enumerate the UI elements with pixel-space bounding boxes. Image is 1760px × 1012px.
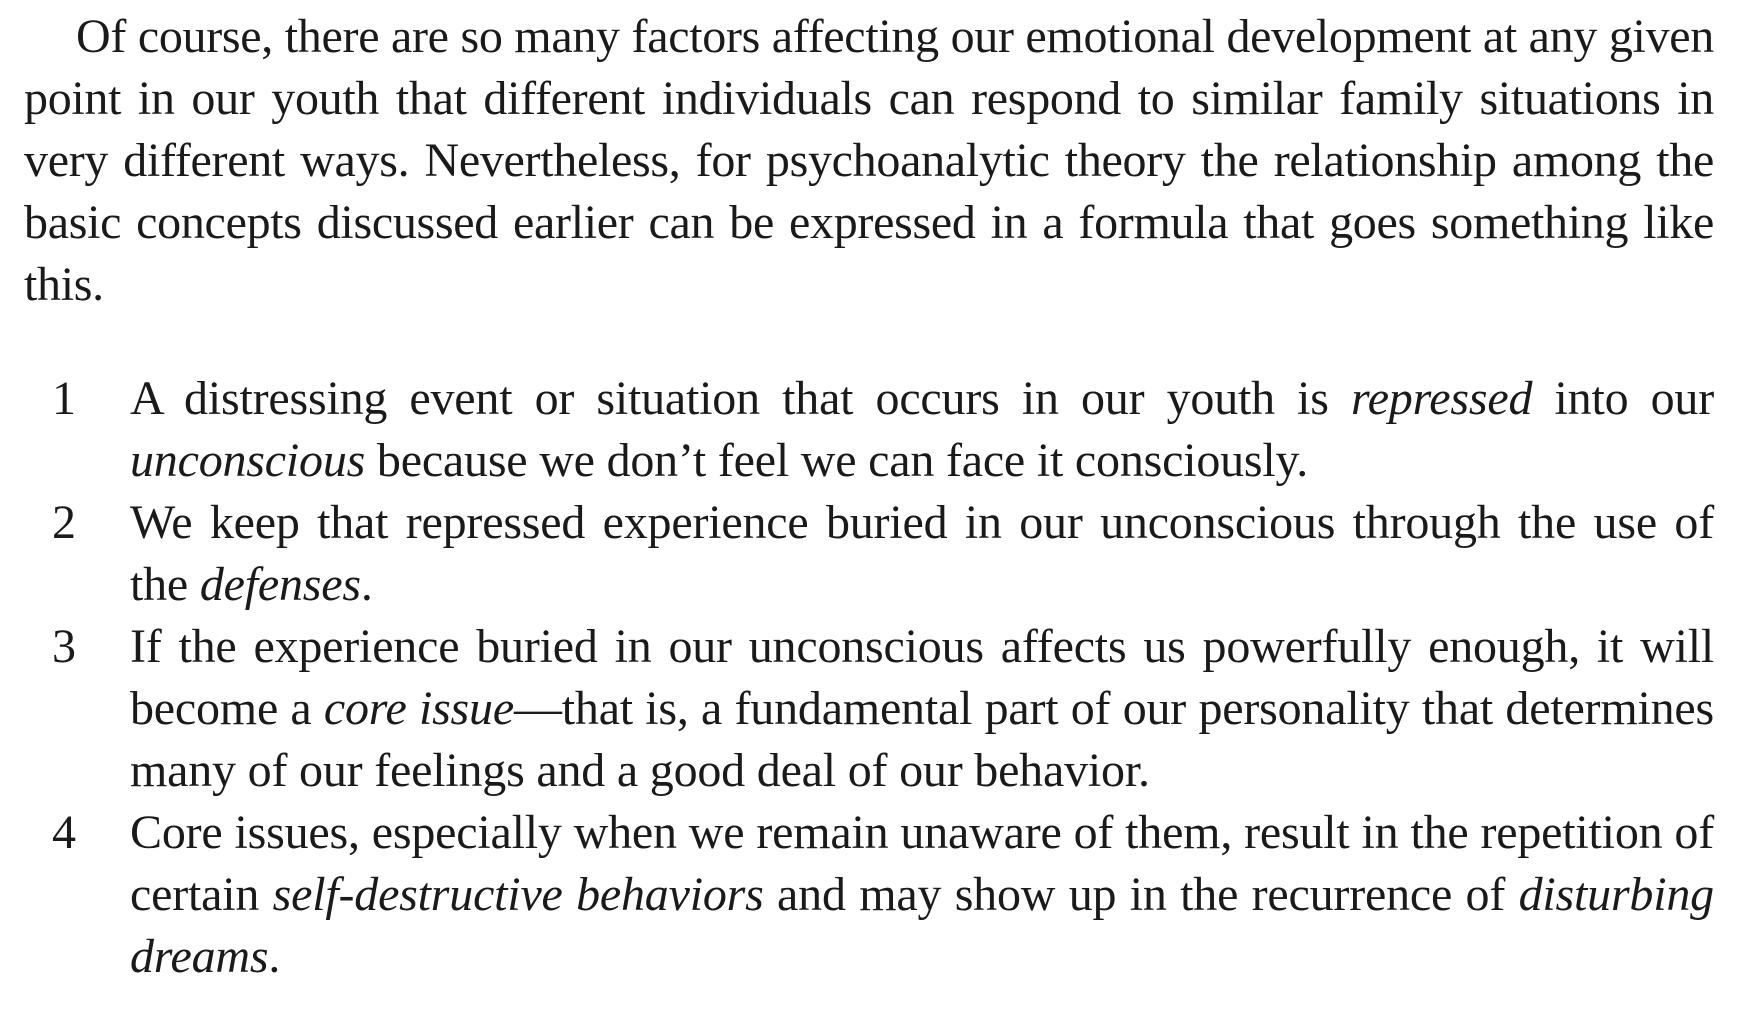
list-item-number: 1 [52, 372, 76, 425]
list-item-text: If the experience buried in our unconscious affects us powerfully enough, it will become a [130, 620, 1714, 735]
emphasis-term: core issue [323, 682, 514, 735]
list-item-text: Core issues, especially when we remain unaware of them, result in the repetition of certain [130, 806, 1714, 921]
emphasis-term: defenses [199, 558, 361, 611]
list-item-number: 3 [52, 620, 76, 673]
intro-paragraph: Of course, there are so many factors affecting our emotional development at any given point in our youth that different individuals can respond to similar family situations in very different ways. Nevertheless, for psychoanalytic theory the relationship among the basic concepts discussed earlier can be expressed in a formula that goes something like this. [24, 10, 1714, 311]
emphasis-term: unconscious [130, 434, 366, 487]
document-page [24, 0, 1714, 988]
list-item-text: A distressing event or situation that occurs in our youth is [130, 372, 1351, 425]
list-item-text: We keep that repressed experience buried in our unconscious through the use of the [130, 496, 1714, 611]
list-item [24, 616, 1714, 802]
list-item [24, 368, 1714, 492]
list-item-text: into our [1532, 372, 1714, 425]
list-item-number: 4 [52, 806, 76, 859]
list-item-text: . [268, 930, 281, 983]
list-item [24, 492, 1714, 616]
list-item-number: 2 [52, 496, 76, 549]
emphasis-term: disturbing dreams [130, 868, 1714, 983]
list-item [24, 802, 1714, 988]
list-item-text: and may show up in the recurrence of [763, 868, 1519, 921]
emphasis-term: repressed [1351, 372, 1533, 425]
list-item-text: —that is, a fundamental part of our personality that determines many of our feelings and a good deal of our behavior. [130, 682, 1714, 797]
list-item-text: . [360, 558, 373, 611]
numbered-list [24, 368, 1714, 988]
emphasis-term: self-destructive behaviors [272, 868, 764, 921]
list-item-text: because we don’t feel we can face it consciously. [365, 434, 1309, 487]
